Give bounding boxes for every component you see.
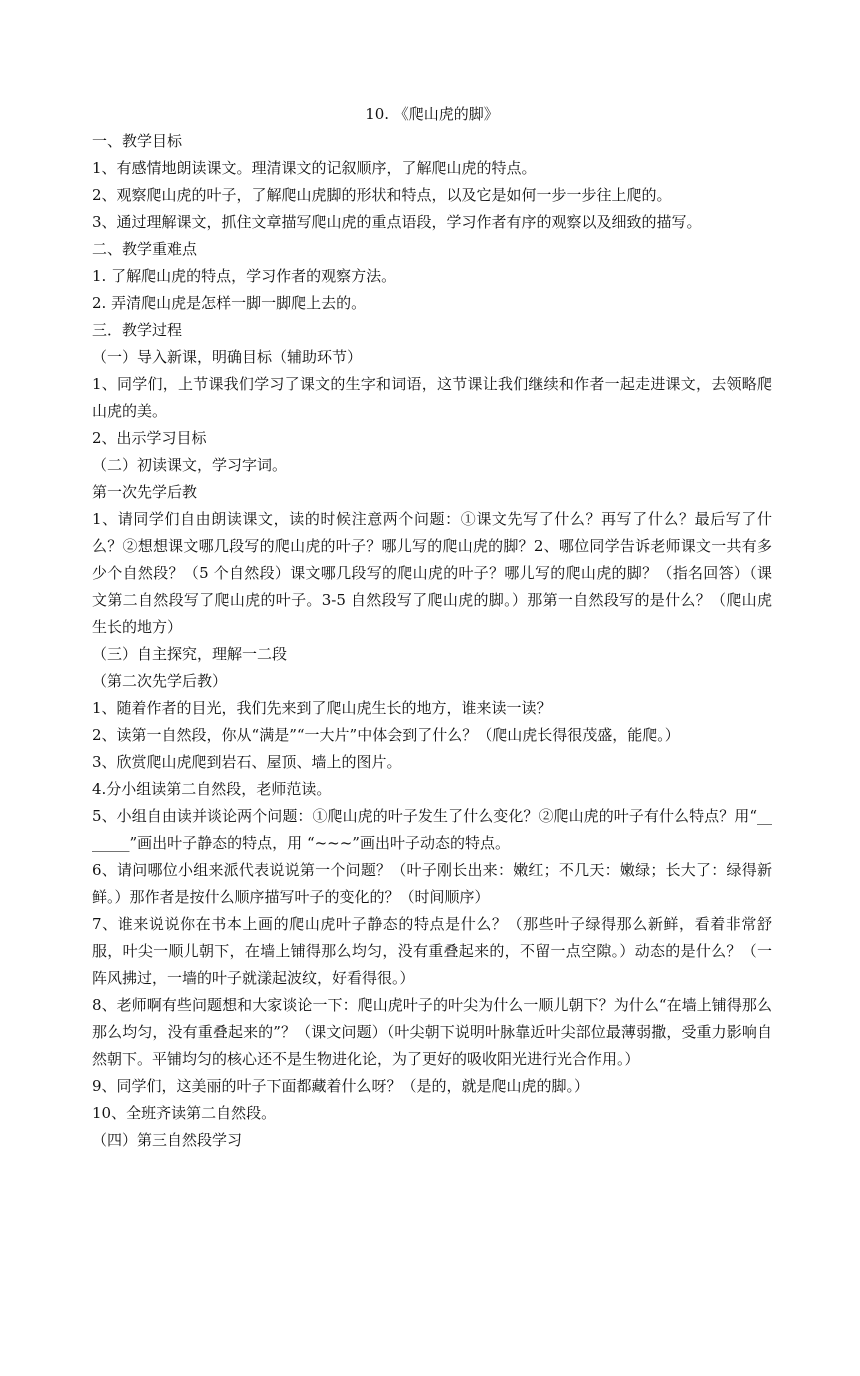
subsection-heading: （四）第三自然段学习 (92, 1131, 243, 1149)
document-title: 10. 《爬山虎的脚》 (365, 105, 499, 123)
process-label: （第二次先学后教） (92, 672, 228, 690)
goal-item: 2、观察爬山虎的叶子，了解爬山虎脚的形状和特点，以及它是如何一步一步往上爬的。 (92, 186, 672, 204)
process-step: 3、欣赏爬山虎爬到岩石、屋顶、墙上的图片。 (92, 753, 402, 771)
process-step: 8、老师啊有些问题想和大家谈论一下：爬山虎叶子的叶尖为什么一顺儿朝下？为什么“在墙上铺得那么那么均匀，没有重叠起来的”？（课文问题）（叶尖朝下说明叶脉靠近叶尖部位最薄弱撒，受重力影响自然朝下。平铺均匀的核心还不是生物进化论，为了更好的吸收阳光进行光合作用。） (92, 996, 772, 1068)
process-label: 第一次先学后教 (92, 483, 198, 501)
process-step: 1、请同学们自由朗读课文，读的时候注意两个问题：①课文先写了什么？再写了什么？最后写了什么？②想想课文哪几段写的爬山虎的叶子？哪儿写的爬山虎的脚？2、哪位同学告诉老师课文一共有多少个自然段？（5 个自然段）课文哪几段写的爬山虎的叶子？哪儿写的爬山虎的脚？（指名回答）（课文第二自然段写了爬山虎的叶子。3-5 自然段写了爬山虎的脚。）那第一自然段写的是什么？（爬山虎生长的地方） (92, 510, 772, 636)
subsection-heading: （一）导入新课，明确目标（辅助环节） (92, 348, 363, 366)
process-step: 10、全班齐读第二自然段。 (92, 1104, 277, 1122)
process-step: 6、请问哪位小组来派代表说说第一个问题？（叶子刚长出来：嫩红；不几天：嫩绿；长大了：绿得新鲜。）那作者是按什么顺序描写叶子的变化的？（时间顺序） (92, 861, 772, 906)
process-step: 2、读第一自然段，你从“满是”“一大片”中体会到了什么？（爬山虎长得很茂盛，能爬。） (92, 726, 680, 744)
section-heading-goals: 一、教学目标 (92, 132, 183, 150)
key-point-item: 2. 弄清爬山虎是怎样一脚一脚爬上去的。 (92, 294, 367, 312)
section-heading-key-points: 二、教学重难点 (92, 240, 198, 258)
subsection-heading: （二）初读课文，学习字词。 (92, 456, 288, 474)
process-step: 9、同学们，这美丽的叶子下面都藏着什么呀？（是的，就是爬山虎的脚。） (92, 1077, 590, 1095)
subsection-heading: （三）自主探究，理解一二段 (92, 645, 288, 663)
process-step: 1、随着作者的目光，我们先来到了爬山虎生长的地方，谁来读一读？ (92, 699, 552, 717)
goal-item: 3、通过理解课文，抓住文章描写爬山虎的重点语段，学习作者有序的观察以及细致的描写。 (92, 213, 702, 231)
section-heading-process: 三．教学过程 (92, 321, 183, 339)
process-step: 5、小组自由读并谈论两个问题：①爬山虎的叶子发生了什么变化？②爬山虎的叶子有什么特点？用“_______”画出叶子静态的特点，用 “~~~”画出叶子动态的特点。 (92, 807, 772, 852)
goal-item: 1、有感情地朗读课文。理清课文的记叙顺序，了解爬山虎的特点。 (92, 159, 537, 177)
process-step: 1、同学们，上节课我们学习了课文的生字和词语，这节课让我们继续和作者一起走进课文，去领略爬山虎的美。 (92, 375, 772, 420)
document-body (92, 101, 772, 1154)
process-step: 2、出示学习目标 (92, 429, 207, 447)
key-point-item: 1. 了解爬山虎的特点，学习作者的观察方法。 (92, 267, 397, 285)
process-step: 7、谁来说说你在书本上画的爬山虎叶子静态的特点是什么？（那些叶子绿得那么新鲜，看着非常舒服，叶尖一顺儿朝下，在墙上铺得那么均匀，没有重叠起来的，不留一点空隙。）动态的是什么？（一阵风拂过，一墙的叶子就漾起波纹，好看得很。） (92, 915, 772, 987)
process-step: 4.分小组读第二自然段，老师范读。 (92, 780, 332, 798)
